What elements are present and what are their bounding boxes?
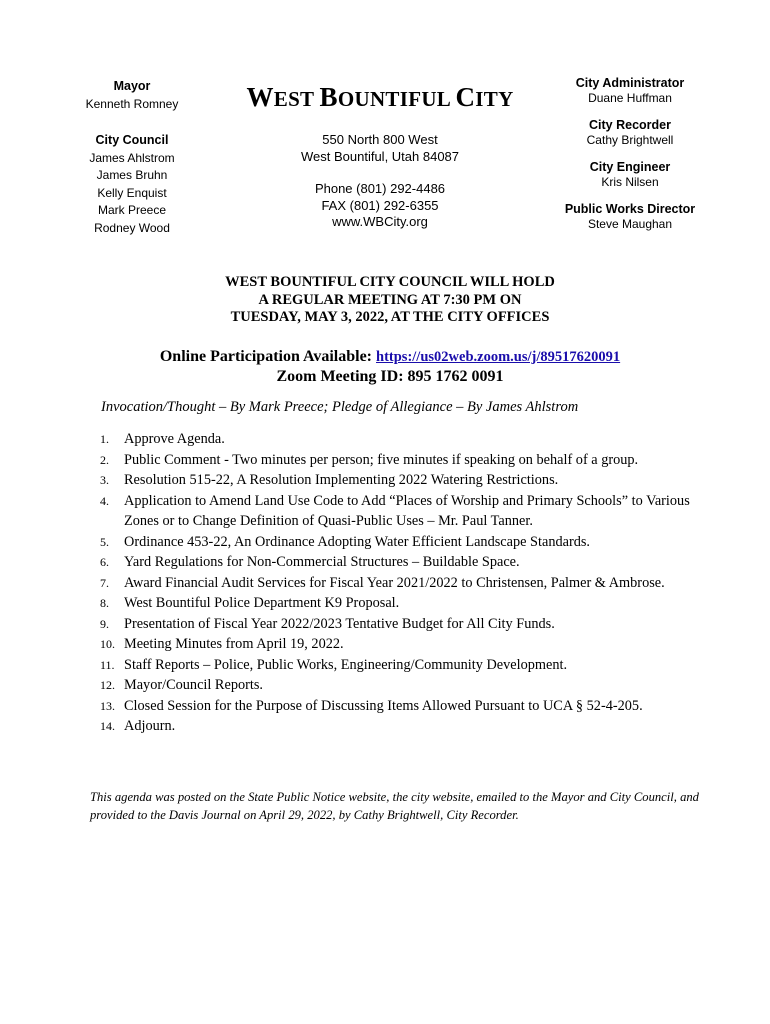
agenda-item-text: Award Financial Audit Services for Fiscal Year 2021/2022 to Christensen, Palmer & Ambrose. xyxy=(124,574,665,591)
invocation-line: Invocation/Thought – By Mark Preece; Pledge of Allegiance – By James Ahlstrom xyxy=(101,399,579,415)
agenda-item-text: Staff Reports – Police, Public Works, Engineering/Community Development. xyxy=(124,656,568,673)
zoom-meeting-id: Zoom Meeting ID: 895 1762 0091 xyxy=(276,368,504,385)
officials-right-column xyxy=(555,76,705,244)
agenda-item-number: 7. xyxy=(100,575,109,590)
agenda-item-text: Public Comment - Two minutes per person; five minutes if speaking on behalf of a group. xyxy=(124,451,639,468)
city-address xyxy=(230,131,530,165)
officials-left-column xyxy=(62,78,202,237)
notice-line-2: A REGULAR MEETING AT 7:30 PM ON xyxy=(258,291,522,308)
agenda-item-text: West Bountiful Police Department K9 Proposal. xyxy=(124,595,400,611)
agenda-item xyxy=(90,655,700,676)
council-title: City Council xyxy=(95,133,169,147)
mayor-title: Mayor xyxy=(113,79,151,93)
posting-note: This agenda was posted on the State Public Notice website, the city website, emailed to the Mayor and City Council, and provided to the Davis Journal on April 29, 2022, by Cathy Brightwell, City Recorder. xyxy=(90,790,699,822)
agenda-item xyxy=(90,470,700,491)
council-member: Mark Preece xyxy=(97,203,167,217)
administrator-title: City Administrator xyxy=(575,76,685,90)
agenda-item xyxy=(90,429,700,450)
city-title: WEST BOUNTIFUL CITY xyxy=(246,82,514,112)
recorder-title: City Recorder xyxy=(589,118,671,132)
agenda-item-number: 2. xyxy=(100,452,109,467)
address-line-2: West Bountiful, Utah 84087 xyxy=(300,149,460,164)
city-contact xyxy=(230,181,530,231)
engineer-title: City Engineer xyxy=(589,160,671,174)
meeting-notice xyxy=(160,274,620,327)
phone-number: Phone (801) 292-4486 xyxy=(314,181,446,196)
agenda-item-text: Approve Agenda. xyxy=(124,431,225,447)
agenda-item-number: 8. xyxy=(100,596,109,610)
agenda-item-text: Yard Regulations for Non-Commercial Structures – Buildable Space. xyxy=(124,554,520,570)
agenda-item-text: Resolution 515-22, A Resolution Implementing 2022 Watering Restrictions. xyxy=(124,472,559,488)
mayor-name: Kenneth Romney xyxy=(85,96,179,111)
agenda-item-number: 5. xyxy=(100,534,109,549)
agenda-item-number: 10. xyxy=(100,637,115,651)
agenda-item xyxy=(90,552,700,573)
agenda-item xyxy=(90,634,700,655)
agenda-item xyxy=(90,716,700,737)
agenda-item xyxy=(90,675,700,696)
agenda-item-text: Ordinance 453-22, An Ordinance Adopting Water Efficient Landscape Standards. xyxy=(124,533,591,550)
agenda-item-text: Closed Session for the Purpose of Discussing Items Allowed Pursuant to UCA § 52-4-205. xyxy=(124,697,643,714)
agenda-item-number: 11. xyxy=(100,657,115,672)
agenda-item-number: 12. xyxy=(100,678,115,692)
council-member: James Ahlstrom xyxy=(89,150,175,165)
agenda-item xyxy=(90,593,700,614)
agenda-item-number: 6. xyxy=(100,555,109,569)
administrator-name: Duane Huffman xyxy=(588,91,672,105)
agenda-item xyxy=(90,614,700,635)
agenda-item-text: Adjourn. xyxy=(124,718,176,734)
council-member: James Bruhn xyxy=(96,168,168,182)
agenda-item xyxy=(90,491,700,532)
engineer-name: Kris Nilsen xyxy=(601,175,659,189)
agenda-item-number: 4. xyxy=(100,493,109,508)
online-participation xyxy=(100,347,680,386)
recorder-name: Cathy Brightwell xyxy=(586,133,674,147)
website-link[interactable]: www.WBCity.org xyxy=(332,214,428,229)
agenda-item-text: Application to Amend Land Use Code to Add “Places of Worship and Primary Schools” to Various Zones or to Change Definition of Quasi-Public Uses – Mr. Paul Tanner. xyxy=(124,492,690,529)
agenda-list xyxy=(90,429,700,737)
agenda-item-number: 13. xyxy=(100,698,115,713)
agenda-item-text: Presentation of Fiscal Year 2022/2023 Tentative Budget for All City Funds. xyxy=(124,615,555,632)
public-works-title: Public Works Director xyxy=(564,202,696,216)
notice-line-1: WEST BOUNTIFUL CITY COUNCIL WILL HOLD xyxy=(225,274,555,290)
agenda-item-text: Meeting Minutes from April 19, 2022. xyxy=(124,636,344,652)
fax-number: FAX (801) 292-6355 xyxy=(321,197,439,213)
agenda-item xyxy=(90,696,700,717)
agenda-item xyxy=(90,450,700,471)
address-line-1: 550 North 800 West xyxy=(322,132,438,147)
agenda-item-number: 14. xyxy=(100,719,115,733)
agenda-item xyxy=(90,573,700,594)
online-label: Online Participation Available: xyxy=(159,348,377,365)
notice-line-3: TUESDAY, MAY 3, 2022, AT THE CITY OFFICES xyxy=(230,309,550,325)
council-member: Kelly Enquist xyxy=(97,185,167,200)
public-works-name: Steve Maughan xyxy=(587,217,673,231)
agenda-item-text: Mayor/Council Reports. xyxy=(124,677,263,693)
agenda-item-number: 1. xyxy=(100,432,109,446)
zoom-link[interactable]: https://us02web.zoom.us/j/89517620091 xyxy=(376,349,621,365)
agenda-item-number: 3. xyxy=(100,473,109,487)
agenda-item xyxy=(90,532,700,553)
agenda-item-number: 9. xyxy=(100,616,109,631)
council-member: Rodney Wood xyxy=(94,220,170,235)
